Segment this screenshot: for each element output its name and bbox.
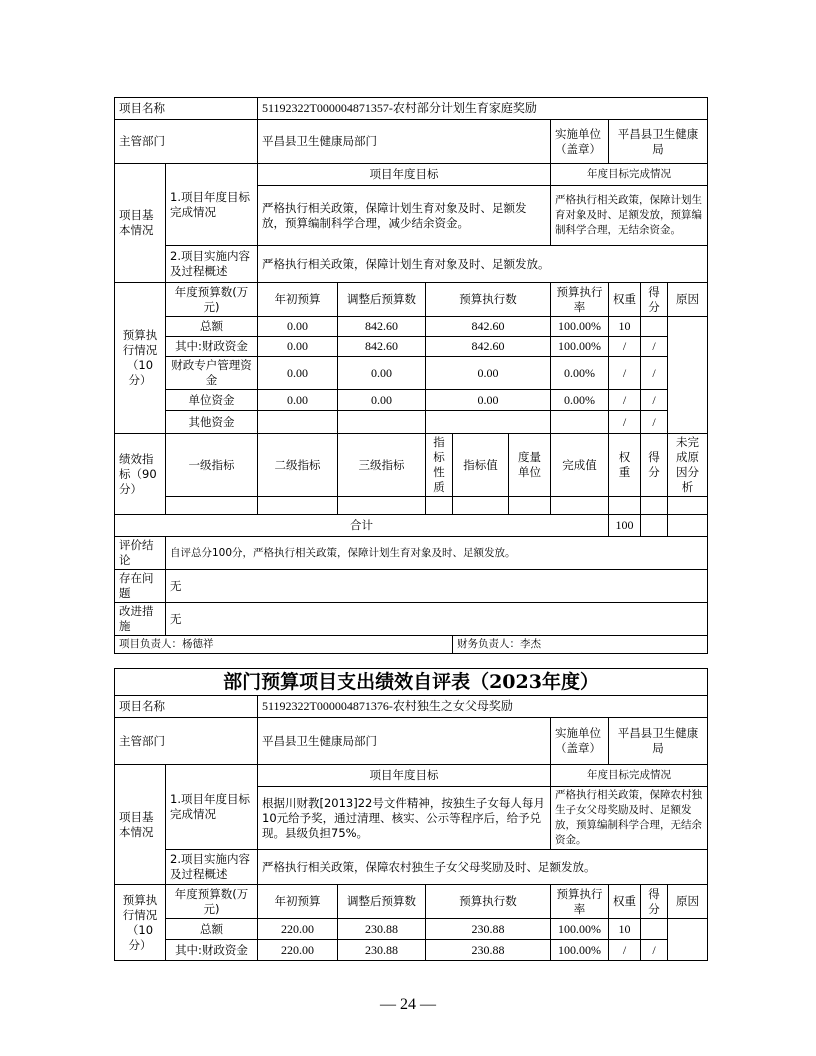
header: 权重	[609, 434, 641, 497]
label: 改进措施	[115, 603, 166, 636]
cell: 其中:财政资金	[166, 337, 258, 357]
cell	[668, 317, 708, 434]
cell: 0.00	[258, 357, 338, 390]
label: 主管部门	[115, 718, 258, 765]
cell: 总额	[166, 317, 258, 337]
cell: 100.00%	[551, 337, 609, 357]
process: 严格执行相关政策，保障计划生育对象及时、足额发放。	[258, 246, 708, 283]
cell: 0.00	[258, 337, 338, 357]
cell: 842.60	[426, 337, 551, 357]
performance-table-1	[114, 97, 708, 654]
label: 主管部门	[115, 120, 258, 164]
unit: 平昌县卫生健康局	[609, 120, 708, 164]
cell: /	[609, 337, 641, 357]
label: 项目基本情况	[115, 164, 166, 283]
cell: 0.00	[258, 390, 338, 411]
cell	[258, 411, 338, 434]
cell: 单位资金	[166, 390, 258, 411]
header: 二级指标	[258, 434, 338, 497]
header: 指标值	[453, 434, 509, 497]
header: 年初预算	[258, 885, 338, 919]
cell: 0.00	[258, 317, 338, 337]
cell: /	[609, 390, 641, 411]
cell: 230.88	[426, 919, 551, 940]
table-row	[115, 940, 708, 961]
header: 调整后预算数	[338, 283, 426, 317]
cell: 财政专户管理资金	[166, 357, 258, 390]
header: 项目年度目标	[258, 765, 551, 787]
header: 三级指标	[338, 434, 426, 497]
cell	[641, 919, 668, 940]
cell: /	[609, 940, 641, 961]
cell	[551, 411, 609, 434]
total-value: 100	[609, 515, 641, 537]
cell	[426, 411, 551, 434]
cell: 0.00	[426, 390, 551, 411]
header: 原因	[668, 885, 708, 919]
cell: 0.00%	[551, 357, 609, 390]
cell: 842.60	[338, 337, 426, 357]
cell: 230.88	[426, 940, 551, 961]
label: 项目名称	[115, 98, 258, 120]
cell	[338, 411, 426, 434]
goal: 根据川财教[2013]22号文件精神，按独生子女每人每月10元给予奖，通过清理、核实、公示等程序后，给予兑现。县级负担75%。	[258, 787, 551, 850]
header: 年度目标完成情况	[551, 765, 708, 787]
unit: 平昌县卫生健康局	[609, 718, 708, 765]
evaluation: 自评总分100分，严格执行相关政策，保障计划生育对象及时、足额发放。	[166, 537, 708, 570]
label: 1.项目年度目标完成情况	[166, 765, 258, 850]
cell: 100.00%	[551, 317, 609, 337]
header: 得分	[641, 885, 668, 919]
process: 严格执行相关政策，保障农村独生子女父母奖励及时、足额发放。	[258, 850, 708, 885]
header: 预算执行数	[426, 885, 551, 919]
cell: 其他资金	[166, 411, 258, 434]
header: 项目年度目标	[258, 164, 551, 186]
cell: 220.00	[258, 919, 338, 940]
cell: 0.00%	[551, 390, 609, 411]
header: 完成值	[551, 434, 609, 497]
cell: 100.00%	[551, 940, 609, 961]
goal-done: 严格执行相关政策，保障农村独生子女父母奖励及时、足额发放，预算编制科学合理，无结余资金。	[551, 787, 708, 850]
label: 实施单位（盖章）	[551, 120, 609, 164]
label: 评价结论	[115, 537, 166, 570]
header: 原因	[668, 283, 708, 317]
cell: 其中:财政资金	[166, 940, 258, 961]
performance-table-2	[114, 668, 708, 961]
cell: /	[609, 411, 641, 434]
header: 度量单位	[509, 434, 551, 497]
cell: 100.00%	[551, 919, 609, 940]
table-row	[115, 337, 708, 357]
page-number: — 24 —	[380, 996, 436, 1013]
finance-manager: 财务负责人：李杰	[453, 636, 708, 654]
label: 存在问题	[115, 570, 166, 603]
label: 绩效指标（90分）	[115, 434, 166, 515]
header: 权重	[609, 283, 641, 317]
header: 权重	[609, 885, 641, 919]
header: 年度预算数(万元)	[166, 885, 258, 919]
label: 2.项目实施内容及过程概述	[166, 850, 258, 885]
header: 年初预算	[258, 283, 338, 317]
cell: 0.00	[426, 357, 551, 390]
label: 项目基本情况	[115, 765, 166, 885]
header: 年度预算数(万元)	[166, 283, 258, 317]
cell: 0.00	[338, 390, 426, 411]
header: 指标性质	[426, 434, 453, 497]
table-row	[115, 390, 708, 411]
cell: 总额	[166, 919, 258, 940]
cell: /	[641, 357, 668, 390]
header: 得分	[641, 434, 668, 497]
table-row	[115, 411, 708, 434]
header: 预算执行数	[426, 283, 551, 317]
improvements: 无	[166, 603, 708, 636]
label: 1.项目年度目标完成情况	[166, 164, 258, 246]
project-manager: 项目负责人：杨德祥	[115, 636, 453, 654]
label: 2.项目实施内容及过程概述	[166, 246, 258, 283]
project-name: 51192322T000004871357-农村部分计划生育家庭奖励	[258, 98, 708, 120]
cell: 230.88	[338, 919, 426, 940]
table-row	[115, 919, 708, 940]
header: 得分	[641, 283, 668, 317]
cell: /	[609, 357, 641, 390]
cell: 10	[609, 919, 641, 940]
header: 未完成原因分析	[668, 434, 708, 497]
cell	[668, 919, 708, 961]
issues: 无	[166, 570, 708, 603]
goal-done: 严格执行相关政策，保障计划生育对象及时、足额发放，预算编制科学合理，无结余资金。	[551, 186, 708, 246]
cell: /	[641, 411, 668, 434]
header: 预算执行率	[551, 885, 609, 919]
cell: /	[641, 337, 668, 357]
cell: /	[641, 390, 668, 411]
cell: 230.88	[338, 940, 426, 961]
project-name: 51192322T000004871376-农村独生之女父母奖励	[258, 696, 708, 718]
cell: 842.60	[426, 317, 551, 337]
goal: 严格执行相关政策，保障计划生育对象及时、足额发放，预算编制科学合理，减少结余资金。	[258, 186, 551, 246]
header: 年度目标完成情况	[551, 164, 708, 186]
dept: 平昌县卫生健康局部门	[258, 718, 551, 765]
header: 预算执行率	[551, 283, 609, 317]
dept: 平昌县卫生健康局部门	[258, 120, 551, 164]
label: 预算执行情况（10分）	[115, 885, 166, 961]
total-label: 合计	[115, 515, 609, 537]
table-row	[115, 317, 708, 337]
label: 预算执行情况（10分）	[115, 283, 166, 434]
cell: 0.00	[338, 357, 426, 390]
cell	[641, 317, 668, 337]
label: 实施单位（盖章）	[551, 718, 609, 765]
cell: /	[641, 940, 668, 961]
cell: 10	[609, 317, 641, 337]
cell: 220.00	[258, 940, 338, 961]
label: 项目名称	[115, 696, 258, 718]
header: 一级指标	[166, 434, 258, 497]
header: 调整后预算数	[338, 885, 426, 919]
cell: 842.60	[338, 317, 426, 337]
table-title: 部门预算项目支出绩效自评表（2023年度）	[115, 669, 708, 696]
table-row	[115, 357, 708, 390]
